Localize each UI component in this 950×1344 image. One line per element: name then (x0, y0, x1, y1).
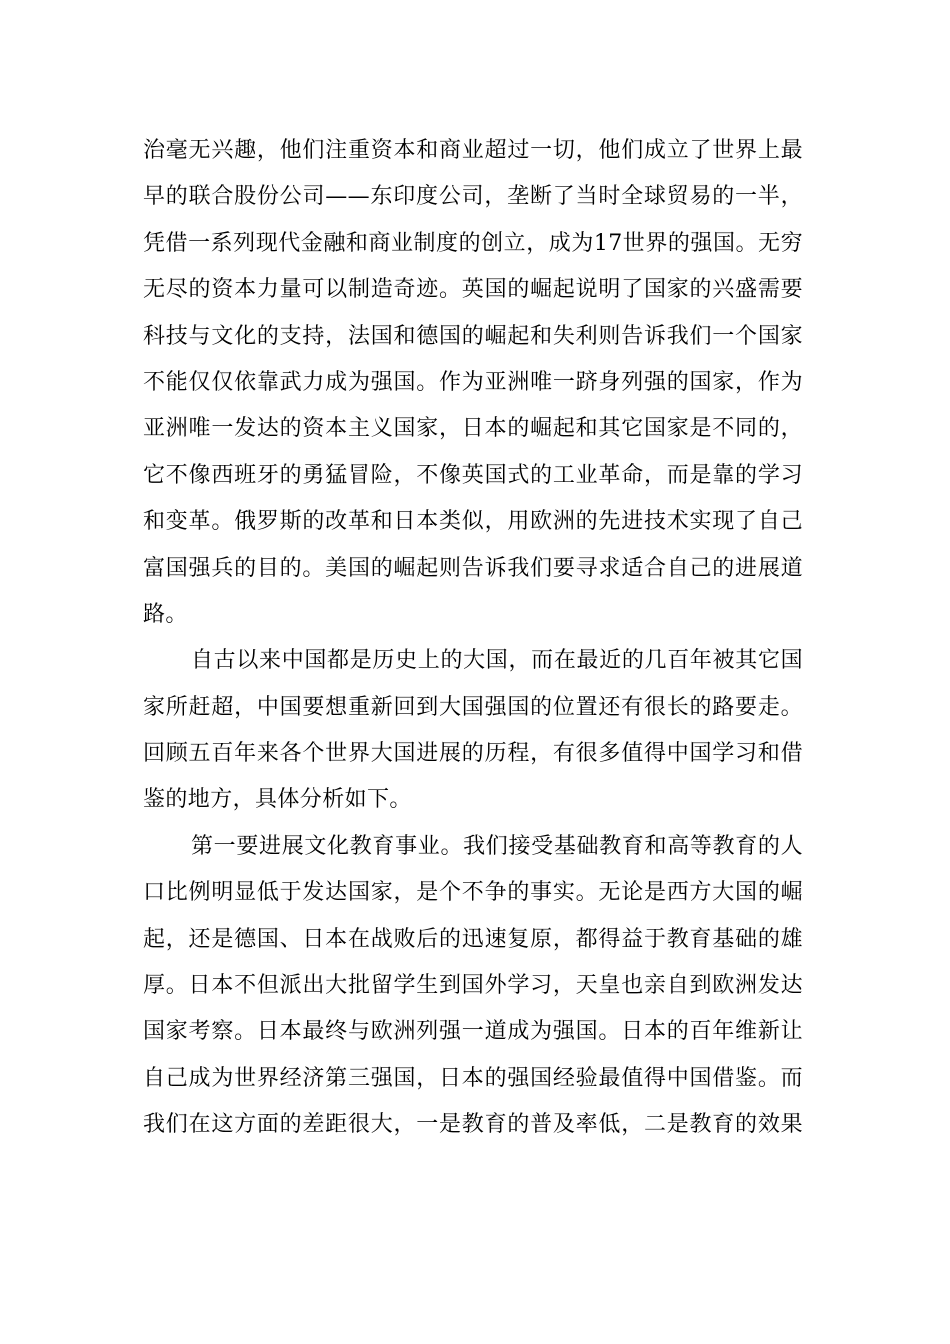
text-line: 它不像西班牙的勇猛冒险，不像英国式的工业革命，而是靠的学习 (143, 462, 803, 488)
text-line: 回顾五百年来各个世界大国进展的历程，有很多值得中国学习和借 (143, 741, 803, 767)
text-line: 口比例明显低于发达国家，是个不争的事实。无论是西方大国的崛 (143, 880, 803, 906)
text-line: 治毫无兴趣，他们注重资本和商业超过一切，他们成立了世界上最 (143, 138, 803, 163)
text-line: 和变革。俄罗斯的改革和日本类似，用欧洲的先进技术实现了自己 (143, 509, 803, 535)
text-line: 自己成为世界经济第三强国，日本的强国经验最值得中国借鉴。而 (143, 1065, 803, 1091)
text-line: 科技与文化的支持，法国和德国的崛起和失利则告诉我们一个国家 (143, 323, 803, 349)
text-line: 亚洲唯一发达的资本主义国家，日本的崛起和其它国家是不同的， (143, 416, 803, 442)
text-line: 不能仅仅依靠武力成为强国。作为亚洲唯一跻身列强的国家，作为 (143, 369, 803, 395)
text-line: 无尽的资本力量可以制造奇迹。英国的崛起说明了国家的兴盛需要 (143, 277, 803, 303)
text-line: 鉴的地方，具体分析如下。 (143, 787, 412, 813)
text-line: 第一要进展文化教育事业。我们接受基础教育和高等教育的人 (191, 833, 803, 859)
text-line: 路。 (143, 601, 188, 627)
body-text (143, 128, 803, 1149)
text-line: 自古以来中国都是历史上的大国，而在最近的几百年被其它国 (191, 648, 803, 674)
text-line: 厚。日本不但派出大批留学生到国外学习，天皇也亲自到欧洲发达 (143, 973, 803, 999)
text-line: 国家考察。日本最终与欧洲列强一道成为强国。日本的百年维新让 (143, 1019, 803, 1045)
text-line: 富国强兵的目的。美国的崛起则告诉我们要寻求适合自己的进展道 (143, 555, 803, 581)
text-line: 家所赶超，中国要想重新回到大国强国的位置还有很长的路要走。 (143, 694, 803, 720)
text-line: 起，还是德国、日本在战败后的迅速复原，都得益于教育基础的雄 (143, 926, 803, 952)
text-line: 我们在这方面的差距很大，一是教育的普及率低，二是教育的效果 (143, 1112, 803, 1138)
text-line: 早的联合股份公司——东印度公司，垄断了当时全球贸易的一半， (143, 184, 803, 210)
text-line: 凭借一系列现代金融和商业制度的创立，成为17世界的强国。无穷 (143, 230, 803, 256)
